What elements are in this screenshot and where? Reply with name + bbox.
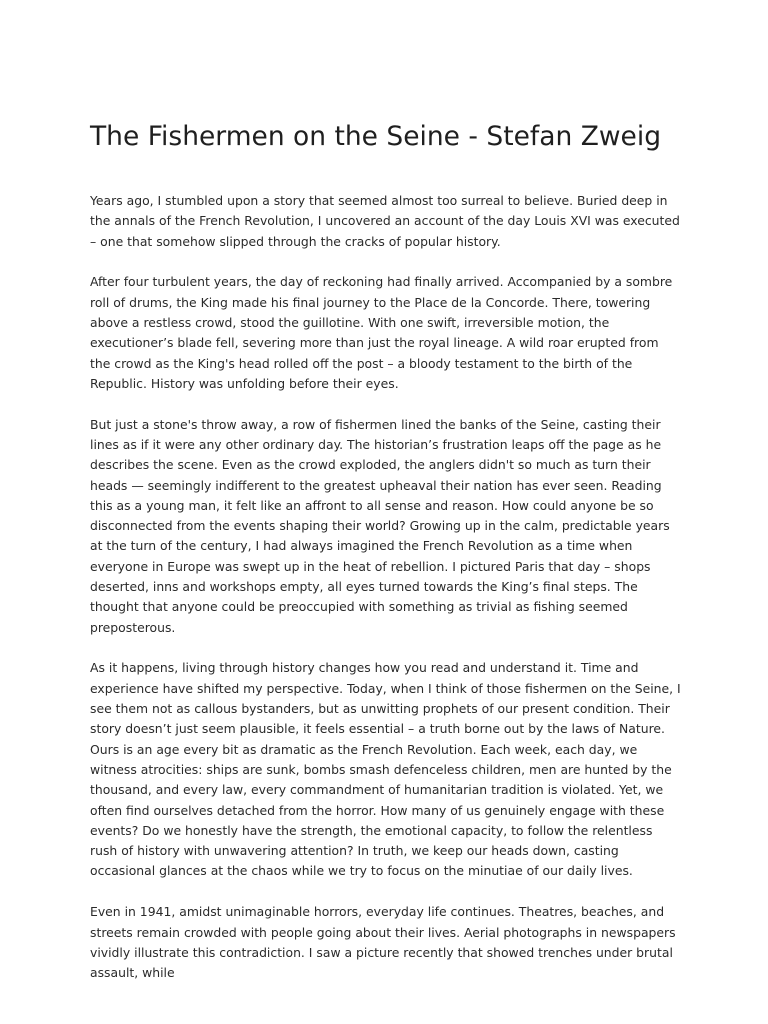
paragraph-1: Years ago, I stumbled upon a story that seemed almost too surreal to believe. Buried deep in the annals of the French Revolution, I uncovered an account of the day Louis XVI was executed – one that somehow slipped through the cracks of popular history. [90,193,680,249]
document-page [90,119,682,1004]
paragraph-2: After four turbulent years, the day of reckoning had finally arrived. Accompanied by a sombre roll of drums, the King made his final journey to the Place de la Concorde. There, towering above a restless crowd, stood the guillotine. With one swift, irreversible motion, the executioner’s blade fell, severing more than just the royal lineage. A wild roar erupted from the crowd as the King's head rolled off the post – a bloody testament to the birth of the Republic. History was unfolding before their eyes. [90,274,673,391]
paragraph-3: But just a stone's throw away, a row of fishermen lined the banks of the Seine, casting their lines as if it were any other ordinary day. The historian’s frustration leaps off the page as he describes the scene. Even as the crowd exploded, the anglers didn't so much as turn their heads — seemingly indifferent to the greatest upheaval their nation has ever seen. Reading this as a young man, it felt like an affront to all sense and reason. How could anyone be so disconnected from the events shaping their world? Growing up in the calm, predictable years at the turn of the century, I had always imagined the French Revolution as a time when everyone in Europe was swept up in the heat of rebellion. I pictured Paris that day – shops deserted, inns and workshops empty, all eyes turned towards the King’s final steps. The thought that anyone could be preoccupied with something as trivial as fishing seemed preposterous. [90,416,670,635]
document-title: The Fishermen on the Seine - Stefan Zweig [90,121,662,152]
paragraph-5: Even in 1941, amidst unimaginable horrors, everyday life continues. Theatres, beaches, and streets remain crowded with people going about their lives. Aerial photographs in newspapers vividly illustrate this contradiction. I saw a picture recently that showed trenches under brutal assault, while [90,904,676,981]
paragraph-4: As it happens, living through history changes how you read and understand it. Time and experience have shifted my perspective. Today, when I think of those fishermen on the Seine, I see them not as callous bystanders, but as unwitting prophets of our present condition. Their story doesn’t just seem plausible, it feels essential – a truth borne out by the laws of Nature. Ours is an age every bit as dramatic as the French Revolution. Each week, each day, we witness atrocities: ships are sunk, bombs smash defenceless children, men are hunted by the thousand, and every law, every commandment of humanitarian tradition is violated. Yet, we often find ourselves detached from the horror. How many of us genuinely engage with these events? Do we honestly have the strength, the emotional capacity, to follow the relentless rush of history with unwavering attention? In truth, we keep our heads down, casting occasional glances at the chaos while we try to focus on the minutiae of our daily lives. [90,660,681,879]
